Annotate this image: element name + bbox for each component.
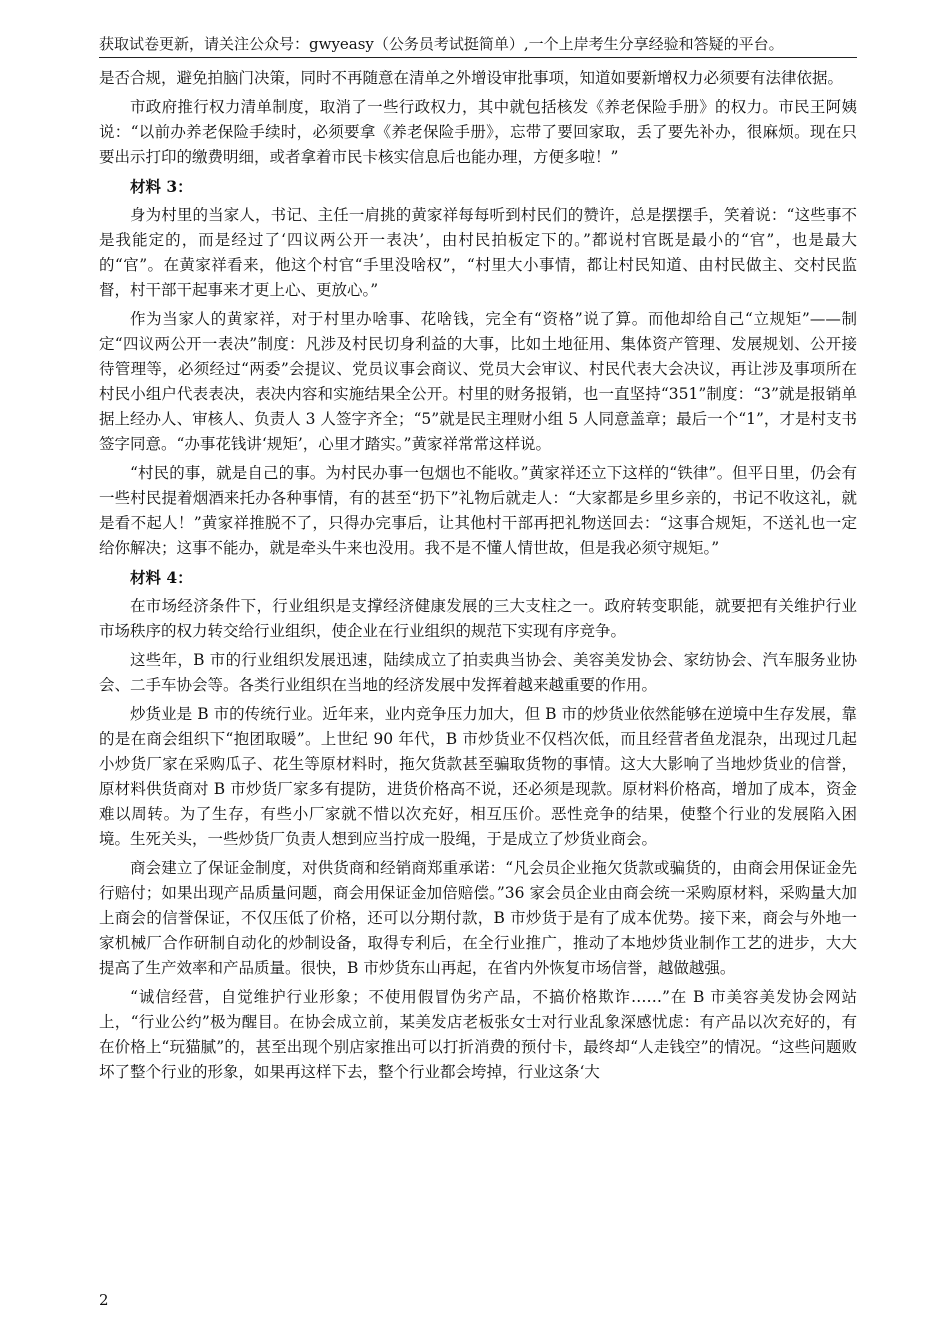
paragraph: 在市场经济条件下，行业组织是支撑经济健康发展的三大支柱之一。政府转变职能，就要把有关维护行业市场秩序的权力转交给行业组织，使企业在行业组织的规范下实现有序竞争。: [99, 597, 857, 640]
paragraph: 炒货业是 B 市的传统行业。近年来，业内竞争压力加大，但 B 市的炒货业依然能够在逆境中生存发展，靠的是在商会组织下“抱团取暖”。上世纪 90 年代，B 市炒货业不仅档次低，而且经营者鱼龙混杂，出现过几起小炒货厂家在采购瓜子、花生等原材料时，拖欠货款甚至骗取货物的事情。这大大影响了当地炒货业的信誉，原材料供货商对 B 市炒货厂家多有提防，进货价格高不说，还必须是现款。原材料价格高，增加了成本，资金难以周转。为了生存，有些小厂家就不惜以次充好，相互压价。恶性竞争的结果，使整个行业的发展陷入困境。生死关头，一些炒货厂负责人想到应当拧成一股绳，于是成立了炒货业商会。: [99, 705, 857, 848]
paragraph: “诚信经营，自觉维护行业形象；不使用假冒伪劣产品，不搞价格欺诈……”在 B 市美容美发协会网站上，“行业公约”极为醒目。在协会成立前，某美发店老板张女士对行业乱象深感忧虑：有产品以次充好的，有在价格上“玩猫腻”的，甚至出现个别店家推出可以打折消费的预付卡，最终却“人走钱空”的情况。“这些问题败坏了整个行业的形象，如果再这样下去，整个行业都会垮掉，行业这条‘大: [99, 988, 857, 1081]
header-divider: [99, 57, 857, 58]
page-header: 获取试卷更新，请关注公众号：gwyeasy（公务员考试挺简单）,一个上岸考生分享经验和答疑的平台。: [99, 35, 784, 53]
paragraph: “村民的事，就是自己的事。为村民办事一包烟也不能收。”黄家祥还立下这样的“铁律”。但平日里，仍会有一些村民提着烟酒来托办各种事情，有的甚至“扔下”礼物后就走人：“大家都是乡里乡亲的，书记不收这礼，就是看不起人！”黄家祥推脱不了，只得办完事后，让其他村干部再把礼物送回去：“这事合规矩，不送礼也一定给你解决；这事不能办，就是牵头牛来也没用。我不是不懂人情世故，但是我必须守规矩。”: [99, 464, 857, 557]
page-number: 2: [99, 1291, 109, 1309]
paragraph: 身为村里的当家人，书记、主任一肩挑的黄家祥每每听到村民们的赞许，总是摆摆手，笑着说：“这些事不是我能定的，而是经过了‘四议两公开一表决’，由村民拍板定下的。”都说村官既是最小的“官”，也是最大的“官”。在黄家祥看来，他这个村官“手里没啥权”，“村里大小事情，都让村民知道、由村民做主、交村民监督，村干部干起事来才更上心、更放心。”: [99, 206, 857, 299]
paragraph: 商会建立了保证金制度，对供货商和经销商郑重承诺：“凡会员企业拖欠货款或骗货的，由商会用保证金先行赔付；如果出现产品质量问题，商会用保证金加倍赔偿。”36 家会员企业由商会统一采购原材料，采购量大加上商会的信誉保证，不仅压低了价格，还可以分期付款，B 市炒货于是有了成本优势。接下来，商会与外地一家机械厂合作研制自动化的炒制设备，取得专利后，在全行业推广，推动了本地炒货业制作工艺的进步，大大提高了生产效率和产品质量。很快，B 市炒货东山再起，在省内外恢复市场信誉，越做越强。: [99, 859, 857, 977]
paragraph: 这些年，B 市的行业组织发展迅速，陆续成立了拍卖典当协会、美容美发协会、家纺协会、汽车服务业协会、二手车协会等。各类行业组织在当地的经济发展中发挥着越来越重要的作用。: [99, 651, 857, 694]
section-heading-material-4: 材料 4：: [130, 568, 193, 587]
paragraph: 作为当家人的黄家祥，对于村里办啥事、花啥钱，完全有“资格”说了算。而他却给自己“立规矩”——制定“四议两公开一表决”制度：凡涉及村民切身利益的大事，比如土地征用、集体资产管理、发展规划、公开接待管理等，必须经过“两委”会提议、党员议事会商议、党员大会审议、村民代表大会决议，再让涉及事项所在村民小组户代表表决，表决内容和实施结果全公开。村里的财务报销，也一直坚持“351”制度：“3”就是报销单据上经办人、审核人、负责人 3 人签字齐全；“5”就是民主理财小组 5 人同意盖章；最后一个“1”，才是村支书签字同意。“办事花钱讲‘规矩’，心里才踏实。”黄家祥常常这样说。: [99, 310, 857, 453]
paragraph: 市政府推行权力清单制度，取消了一些行政权力，其中就包括核发《养老保险手册》的权力。市民王阿姨说：“以前办养老保险手续时，必须要拿《养老保险手册》，忘带了要回家取，丢了要先补办，很麻烦。现在只要出示打印的缴费明细，或者拿着市民卡核实信息后也能办理，方便多啦！”: [99, 98, 857, 166]
paragraph: 是否合规，避免拍脑门决策，同时不再随意在清单之外增设审批事项，知道如要新增权力必须要有法律依据。: [99, 69, 844, 87]
section-heading-material-3: 材料 3：: [130, 177, 193, 196]
document-body: [99, 66, 857, 1089]
